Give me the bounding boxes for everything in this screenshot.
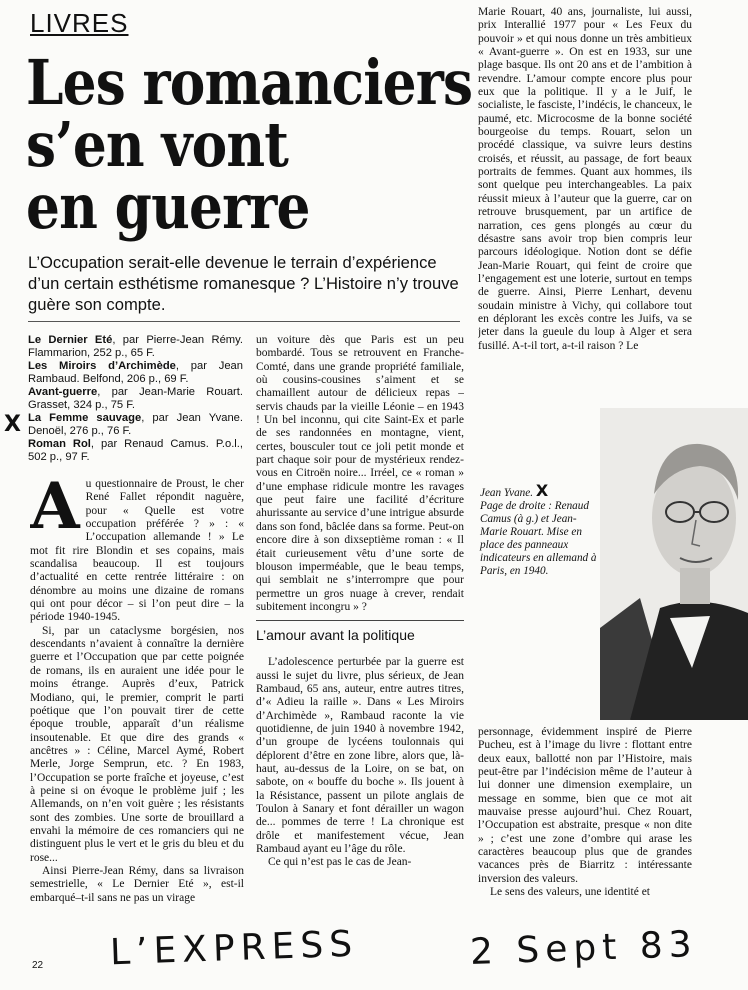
paragraph: L’adolescence perturbée par la guerre est aussi le sujet du livre, plus sérieux, de Jean Rambaud, 65 ans, auteur, entre autres titres, d’« Adieu la raille ». Dans « Les Miroirs d’Archimède », Rambaud raconte la vie quotidienne, de juin 1940 à novembre 1942, d’un groupe de lycéens toulonnais qui déplorent d’être en zone libre, alors que, là-haut, au-dessus de la Loire, on se bat, on sabote, on « bouffe du boche ». Ils jouent à la Résistance, passent un pilote anglais de Toulon à Sanary et font dérailler un wagon de... pommes de terre ! La chronique est drôle et manifestement vécue, Jean Rambaud ayant eu l’âge du rôle. xyxy=(256,656,464,856)
paragraph: Si, par un cataclysme borgésien, nos descendants n’avaient à connaître la dernière guerre et l’Occupation que par cette poignée de romans, ils en auraient une idée pour le moins étrange. Auprès d’eux, Patrick Modiano, qui, le premier, comprit le parti poétique que l’on pouvait tirer de cette époque trouble, apparaît d’un réalisme insoutenable. Et que dire des grands « ancêtres » : Céline, Marcel Aymé, Robert Merle, Jorge Semprun, etc. ? En 1983, l’Occupation se porte fraîche et joyeuse, c’est à peine si on évoque le problème juif ; les Allemands, on n’en voit guère ; les résistants sont des zombies. Une sorte de brouillard a envahi la mémoire de ces romanciers qui ne distinguent plus le vert et le gris du bleu et du rose... xyxy=(30,624,244,864)
portrait-illustration xyxy=(600,408,748,720)
subheading: L’amour avant la politique xyxy=(256,620,464,644)
headline-line-3: en guerre xyxy=(26,170,310,243)
book-entry xyxy=(28,386,243,412)
page-number: 22 xyxy=(32,960,44,971)
author-photo xyxy=(600,408,748,720)
book-list xyxy=(28,334,243,464)
book-entry xyxy=(28,438,243,464)
paragraph: Marie Rouart, 40 ans, journaliste, lui aussi, prix Interallié 1977 pour « Les Feux du pouvoir » et qui nous donne un très ambitieux « Avant-guerre ». On est en 1933, sur une plage basque. Ils ont 20 ans et de l’ambition à revendre. L’amour compte encore plus pour eux que la politique. Il y a le Juif, le socialiste, le fasciste, l’indécis, le chanceux, le paumé, etc. Microcosme de la bonne société bourgeoise du temps. Rouart, selon un procédé classique, va suivre leurs destins croisés, et réussit, au passage, de fort beaux portraits de femmes. Quant aux hommes, ils sont quelque peu interchangeables. La paix réussit mieux à l’auteur que la guerre, car on retrouve brusquement, par un artifice de narration, ces gens plongés au cœur du désastre sans avoir trop bien compris leur parcours idéologique. Notion dont se défie Jean-Marie Rouart, qui feint de croire que l’engagement est une loterie, surtout en temps de guerre. Ainsi, Pierre Lenhart, devenu soudain ministre à Vichy, qui collabore tout en déplorant les excès contre les Juifs, va se jeter dans la gueule du loup à Alger et sera fusillé. A-t-il tort, a-t-il raison ? Le xyxy=(478,6,692,352)
drop-cap: A xyxy=(30,478,80,544)
divider xyxy=(28,321,460,322)
book-details: , par Pierre-Jean Rémy. Flammarion, 252 p., 65 F. xyxy=(28,334,243,359)
book-entry xyxy=(28,412,243,438)
paragraph: personnage, évidemment inspiré de Pierre Pucheu, est à l’image du livre : flottant entre deux eaux, ballotté non par l’Histoire, mais peut-être par l’indécision même de l’auteur à lui donner une dimension exemplaire, un message en somme, bien que ce mot ait mauvaise presse aujourd’hui. Chez Rouart, l’Occupation est abstraite, presque « non dite » ; c’est une zone d’ombre qui arase les caractères beaucoup plus que de grandes vacances près de Biarritz : intéressante inversion des valeurs. xyxy=(478,726,692,885)
book-details: , par Jean-Marie Rouart. Grasset, 324 p., 75 F. xyxy=(28,386,243,411)
book-title: Avant-guerre xyxy=(28,386,98,398)
book-details: , par Renaud Camus. P.o.l., 502 p., 97 F. xyxy=(28,438,243,463)
handwritten-source: L’EXPRESS xyxy=(109,923,359,974)
book-title: Le Dernier Eté xyxy=(28,334,113,346)
paragraph: Le sens des valeurs, une identité et xyxy=(490,886,650,899)
paragraph: Ainsi Pierre-Jean Rémy, dans sa livraison semestrielle, « Le Dernier Eté », est-il embarqué–t-il sans ne pas un virage xyxy=(30,864,244,904)
book-entry xyxy=(28,334,243,360)
column-1 xyxy=(30,478,244,918)
photo-caption xyxy=(480,481,600,578)
paragraph: Ce qui n’est pas le cas de Jean- xyxy=(268,856,412,869)
handwritten-x-mark: X xyxy=(535,481,549,500)
book-details: , par Jean Yvane. Denoël, 276 p., 76 F. xyxy=(28,412,243,437)
column-3-top xyxy=(478,6,692,408)
headline xyxy=(26,46,473,243)
column-3-bottom xyxy=(478,726,692,922)
book-title: Les Miroirs d’Archimède xyxy=(28,360,176,372)
caption-name: Jean Yvane. xyxy=(480,487,534,499)
column-2 xyxy=(256,334,464,918)
book-details: , par Jean Rambaud. Belfond, 206 p., 69 F. xyxy=(28,360,243,385)
book-title: La Femme sauvage xyxy=(28,412,142,424)
headline-line-1: Les romanciers xyxy=(26,46,473,119)
caption-body: Page de droite : Renaud Camus (à g.) et Jean-Marie Rouart. Mise en place des panneaux indicateurs en allemand à Paris, en 1940. xyxy=(480,500,597,577)
section-label: LIVRES xyxy=(30,8,129,38)
book-title: Roman Rol xyxy=(28,438,91,450)
paragraph: Au questionnaire de Proust, le cher René Fallet répondit naguère, pour « Quelle est votre occupation préférée ? » : « L’occupation allemande ! » Le mot fit rire Blondin et ses copains, mais scandalisa beaucoup. Il est toujours d’actualité en cette rentrée littéraire : on dénombre au moins une dizaine de romans qui ont pour décor – si l’on peut dire – la période 1940-1945. xyxy=(30,478,244,624)
subtitle: L’Occupation serait-elle devenue le terrain d’expérience d’un certain esthétisme romanesque ? L’Histoire n’y trouve guère son compte. xyxy=(28,253,459,314)
book-entry xyxy=(28,360,243,386)
handwritten-x-mark: X xyxy=(4,412,21,437)
headline-line-2: s’en vont xyxy=(26,108,289,181)
paragraph: un voiture dès que Paris est un peu bombardé. Tous se retrouvent en Franche-Comté, dans une grande propriété familiale, où cousins-cousines s’aiment et se chamaillent autour de délicieux repas – servis chauds par la vieille Léonie – en 1943 ! Un bel inconnu, qui cite Saint-Ex et parle de ses randonnées en montagne, vient, certes, bousculer tout ce joli petit monde et part chaque soir pour de mystérieux rendez-vous en Citroën noire... Irréel, ce « roman » d’une emphase ridicule montre les ravages que peut faire une facilité d’écriture ahurissante au service d’une intrigue absurde dans son fond, bâclée dans sa forme. Peut-on encore dire à son dixseptième roman : « Il était curieusement vêtu d’une sorte de blouson imperméable, que le beau temps, qui semblait ne s’interrompre que pour permettre un gros nuage à crever, rendait subitement incongru » ? xyxy=(256,334,464,613)
handwritten-date: 2 Sept 83 xyxy=(469,924,699,973)
